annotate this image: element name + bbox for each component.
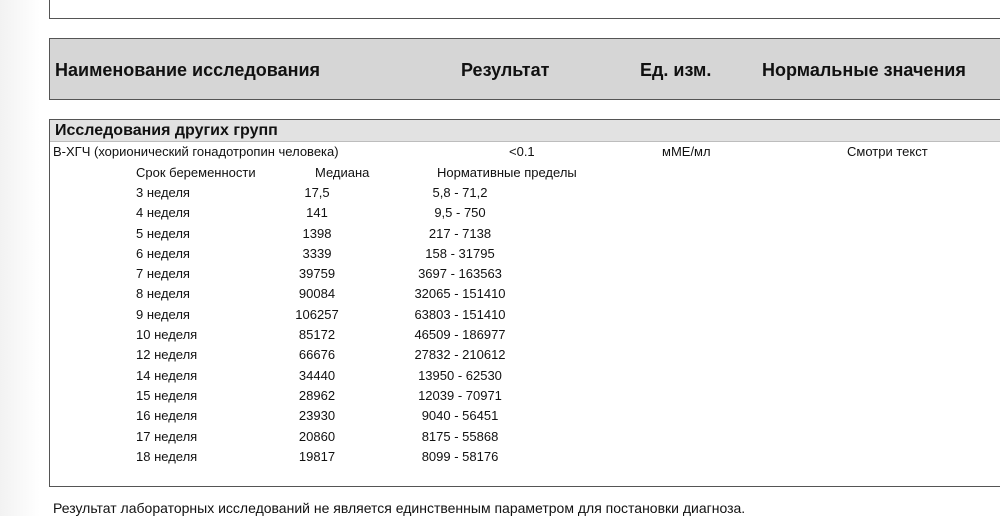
row-median: 3339 (302, 245, 332, 261)
ref-column-median: Медиана (315, 165, 370, 180)
header-result: Результат (461, 60, 550, 80)
table-row (50, 224, 650, 244)
row-median: 20860 (298, 428, 336, 444)
row-median: 17,5 (304, 185, 330, 200)
header-unit: Ед. изм. (640, 60, 712, 80)
row-median: 106257 (295, 306, 339, 322)
table-row (50, 244, 650, 264)
row-median: 66676 (298, 347, 336, 363)
row-limits: 12039 - 70971 (418, 387, 502, 403)
test-name: В-ХГЧ (хорионический гонадотропин человека) (53, 144, 339, 159)
table-row (50, 366, 650, 386)
row-median: 39759 (298, 266, 336, 282)
row-week: 18 неделя (136, 448, 198, 464)
table-row (50, 264, 650, 284)
reference-table (50, 183, 650, 467)
footer-disclaimer: Результат лабораторных исследований не является единственным параметром для постановки диагноза. (53, 500, 746, 516)
test-result: <0.1 (509, 144, 535, 159)
table-row (50, 183, 650, 203)
table-row (50, 345, 650, 365)
row-limits: 9,5 - 750 (434, 205, 486, 221)
row-week: 14 неделя (136, 367, 198, 383)
row-week: 5 неделя (136, 225, 190, 241)
row-median: 85172 (298, 327, 336, 343)
group-title: Исследования других групп (50, 120, 1000, 142)
row-limits: 32065 - 151410 (414, 286, 506, 302)
row-week: 15 неделя (136, 387, 198, 403)
row-median: 90084 (298, 286, 336, 302)
row-week: 9 неделя (136, 306, 190, 322)
row-week: 8 неделя (136, 286, 190, 302)
row-limits: 8099 - 58176 (421, 448, 499, 464)
table-row (50, 305, 650, 325)
table-header (49, 38, 1000, 100)
table-row (50, 284, 650, 304)
row-week: 12 неделя (136, 347, 198, 363)
test-norm: Смотри текст (847, 144, 928, 159)
row-week: 4 неделя (136, 205, 190, 221)
row-median: 23930 (298, 408, 336, 424)
table-row (50, 325, 650, 345)
table-row (50, 447, 650, 467)
row-week: 16 неделя (136, 408, 198, 424)
row-limits: 217 - 7138 (428, 225, 492, 241)
row-limits: 8175 - 55868 (421, 428, 499, 444)
table-row (50, 406, 650, 426)
results-section (49, 119, 1000, 487)
table-row (50, 203, 650, 223)
test-unit: мМЕ/мл (662, 144, 711, 159)
previous-section-box (49, 0, 1000, 19)
row-week: 10 неделя (136, 327, 198, 343)
row-median: 28962 (298, 387, 336, 403)
ref-column-term: Срок беременности (136, 165, 256, 180)
row-limits: 27832 - 210612 (414, 347, 506, 363)
row-week: 6 неделя (136, 245, 190, 261)
row-limits: 46509 - 186977 (414, 327, 506, 343)
row-limits: 13950 - 62530 (418, 367, 502, 383)
row-week: 3 неделя (136, 185, 190, 200)
row-week: 7 неделя (136, 266, 190, 282)
table-row (50, 427, 650, 447)
header-test-name: Наименование исследования (55, 60, 321, 80)
row-median: 19817 (298, 448, 336, 464)
row-limits: 9040 - 56451 (421, 408, 499, 424)
row-limits: 63803 - 151410 (414, 306, 506, 322)
table-row (50, 386, 650, 406)
row-median: 141 (306, 205, 328, 221)
row-median: 1398 (302, 225, 332, 241)
row-limits: 5,8 - 71,2 (432, 185, 488, 200)
row-limits: 158 - 31795 (425, 245, 495, 261)
ref-column-limits: Нормативные пределы (437, 165, 577, 180)
row-limits: 3697 - 163563 (418, 266, 502, 282)
row-median: 34440 (298, 367, 336, 383)
row-week: 17 неделя (136, 428, 198, 444)
header-norm: Нормальные значения (762, 60, 966, 80)
